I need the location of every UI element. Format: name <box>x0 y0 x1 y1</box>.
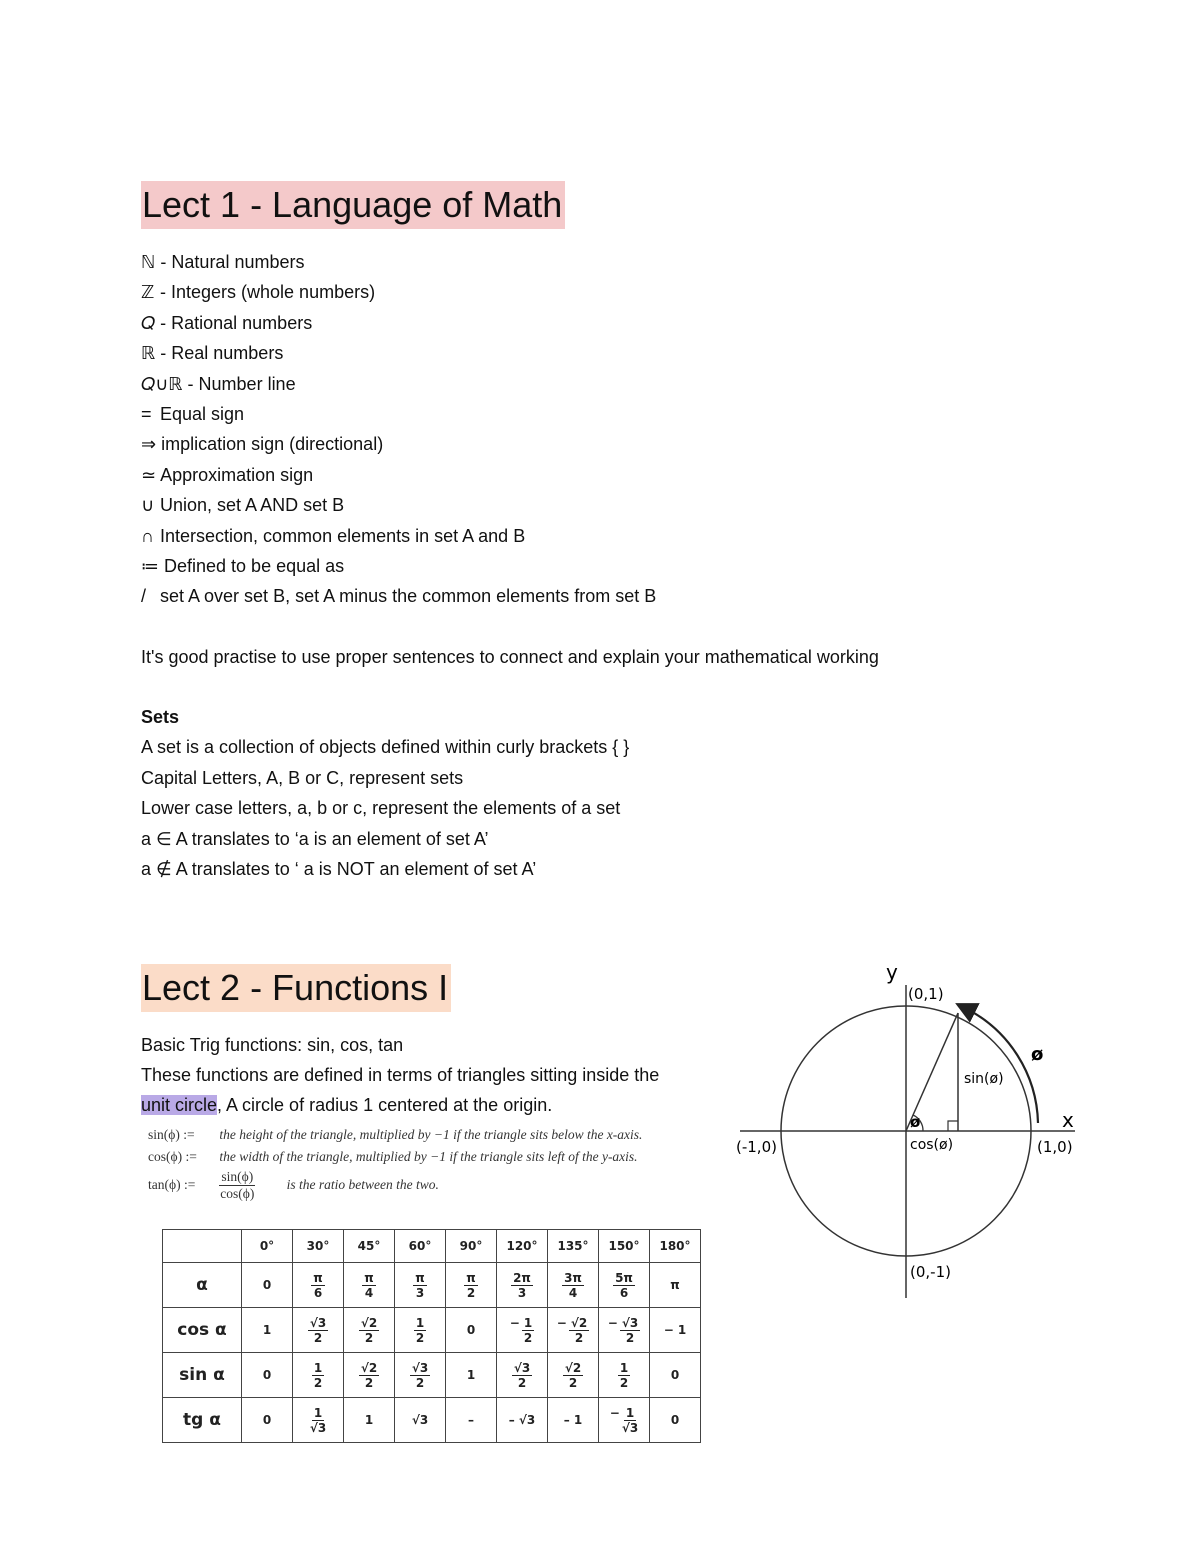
fraction-numerator: √2 <box>570 1315 588 1330</box>
table-cell <box>548 1398 599 1443</box>
symbol-line <box>141 278 1041 308</box>
cell-fraction <box>569 1316 589 1345</box>
symbol-glyph: 𝑄∪ℝ <box>141 373 183 394</box>
cos-definition <box>148 1146 728 1168</box>
lect2-body <box>141 1031 741 1121</box>
symbol-description: set A over set B, set A minus the common elements from set B <box>155 586 657 607</box>
fraction-numerator: √2 <box>360 1315 378 1330</box>
symbol-description: Equal sign <box>155 403 245 424</box>
fraction-numerator: 1 <box>313 1360 323 1375</box>
table-cell <box>344 1263 395 1308</box>
cell-value: – <box>468 1413 474 1427</box>
fraction-numerator: √2 <box>564 1360 582 1375</box>
degree-header-cell: 45° <box>344 1230 395 1263</box>
fraction-denominator: 2 <box>466 1285 476 1300</box>
table-cell <box>446 1398 497 1443</box>
cell-value: 0 <box>262 1413 272 1427</box>
fraction-denominator: 2 <box>313 1375 323 1390</box>
symbol-line <box>141 582 1041 612</box>
cell-fraction <box>512 1361 532 1390</box>
cell-fraction <box>310 1406 326 1435</box>
fraction-denominator: 2 <box>364 1375 374 1390</box>
fraction-denominator: 2 <box>517 1375 527 1390</box>
cell-value: − 1 <box>663 1323 687 1337</box>
table-cell <box>497 1398 548 1443</box>
tan-lhs: tan(ϕ) := <box>148 1177 196 1192</box>
sin-rhs: the height of the triangle, multiplied by −1 if the triangle sits below the x-axis. <box>219 1127 643 1142</box>
fraction-numerator: 1 <box>415 1315 425 1330</box>
table-cell <box>395 1398 446 1443</box>
good-practise-note: It's good practise to use proper sentences to connect and explain your mathematical working <box>141 646 879 667</box>
table-cell <box>548 1353 599 1398</box>
lect1-title: Lect 1 - Language of Math <box>141 181 565 229</box>
cell-fraction <box>311 1271 325 1300</box>
fraction-numerator: π <box>415 1270 425 1285</box>
cell-fraction <box>362 1271 376 1300</box>
fraction-denominator: 3 <box>415 1285 425 1300</box>
fraction-numerator: 1 <box>625 1405 635 1420</box>
symbol-description: Union, set A AND set B <box>155 495 345 516</box>
fraction-denominator: 2 <box>364 1330 374 1345</box>
degree-header-cell: 120° <box>497 1230 548 1263</box>
table-cell <box>548 1308 599 1353</box>
table-cell <box>446 1353 497 1398</box>
fraction-numerator: √3 <box>309 1315 327 1330</box>
point-bottom-label: (0,-1) <box>910 1263 951 1281</box>
symbol-description: - Natural numbers <box>155 252 305 272</box>
fraction-denominator: 4 <box>568 1285 578 1300</box>
cell-fraction <box>511 1271 533 1300</box>
rotation-arrow <box>965 1008 1038 1123</box>
lect1-body <box>141 248 1041 885</box>
cell-value: √3 <box>411 1413 429 1427</box>
table-header-row <box>163 1230 701 1263</box>
angle-label: ø <box>910 1113 921 1131</box>
degree-header-cell: 90° <box>446 1230 497 1263</box>
fraction-denominator: 2 <box>568 1375 578 1390</box>
table-cell <box>548 1263 599 1308</box>
sets-line: Lower case letters, a, b or c, represent the elements of a set <box>141 798 621 819</box>
symbol-description: Defined to be equal as <box>159 555 345 576</box>
cell-fraction <box>618 1361 630 1390</box>
cell-sign: − <box>556 1315 567 1330</box>
row-label-cell: tg α <box>163 1398 242 1443</box>
cell-sign: − <box>609 1405 620 1420</box>
symbol-description: - Real numbers <box>155 343 284 364</box>
table-cell <box>293 1263 344 1308</box>
cos-rhs: the width of the triangle, multiplied by −1 if the triangle sits left of the y-axis. <box>219 1149 638 1164</box>
table-cell <box>242 1263 293 1308</box>
cell-fraction <box>620 1316 640 1345</box>
symbol-line <box>141 461 1041 491</box>
cell-fraction <box>613 1271 635 1300</box>
fraction-denominator: 2 <box>313 1330 323 1345</box>
cell-value: – 1 <box>563 1413 583 1427</box>
table-cell <box>293 1398 344 1443</box>
cell-value: – √3 <box>508 1413 536 1427</box>
table-cell <box>650 1308 701 1353</box>
cell-value: π <box>670 1278 680 1292</box>
table-cell <box>650 1398 701 1443</box>
symbol-line <box>141 248 1041 278</box>
symbol-line <box>141 552 1041 582</box>
trig-definitions <box>148 1124 728 1202</box>
fraction-numerator: 1 <box>523 1315 533 1330</box>
symbol-glyph: ℕ <box>141 252 156 272</box>
cos-label: cos(ø) <box>910 1137 954 1153</box>
symbol-description: - Number line <box>182 373 296 394</box>
table-cell <box>344 1398 395 1443</box>
symbol-glyph: ℤ <box>141 282 155 303</box>
cell-fraction <box>563 1361 583 1390</box>
symbol-glyph: ∪ <box>141 495 155 516</box>
table-corner-cell <box>163 1230 242 1263</box>
degree-header-cell: 180° <box>650 1230 701 1263</box>
symbol-glyph: 𝑄 <box>141 312 156 333</box>
table-cell <box>395 1263 446 1308</box>
symbol-line <box>141 430 1041 460</box>
sets-line: a ∉ A translates to ‘ a is NOT an element of set A’ <box>141 859 537 880</box>
tan-rhs: is the ratio between the two. <box>286 1177 439 1192</box>
sets-heading: Sets <box>141 707 180 728</box>
sets-list <box>141 733 1041 885</box>
point-left-label: (-1,0) <box>736 1138 777 1156</box>
fraction-denominator: 6 <box>313 1285 323 1300</box>
fraction-numerator: 1 <box>313 1405 323 1420</box>
cell-fraction <box>522 1316 534 1345</box>
sin-lhs: sin(ϕ) := <box>148 1127 195 1142</box>
fraction-denominator: 2 <box>619 1375 629 1390</box>
symbol-glyph: ≃ <box>141 464 157 485</box>
cell-value: 0 <box>262 1278 272 1292</box>
right-angle-marker <box>948 1121 958 1131</box>
row-label-cell: sin α <box>163 1353 242 1398</box>
table-cell <box>242 1308 293 1353</box>
cos-lhs: cos(ϕ) := <box>148 1149 197 1164</box>
table-cell <box>497 1263 548 1308</box>
row-label-cell: cos α <box>163 1308 242 1353</box>
symbol-glyph: ℝ <box>141 343 156 364</box>
fraction-numerator: √3 <box>513 1360 531 1375</box>
symbol-description: Intersection, common elements in set A and B <box>155 525 526 546</box>
fraction-denominator: 2 <box>574 1330 584 1345</box>
table-cell <box>242 1398 293 1443</box>
tan-numerator: sin(ϕ) <box>221 1169 254 1185</box>
table-cell <box>599 1398 650 1443</box>
symbol-line <box>141 309 1041 339</box>
table-cell <box>395 1353 446 1398</box>
row-label-cell: α <box>163 1263 242 1308</box>
table-cell <box>497 1353 548 1398</box>
trig-intro: Basic Trig functions: sin, cos, tan <box>141 1035 404 1055</box>
table-cell <box>344 1308 395 1353</box>
fraction-numerator: 1 <box>619 1360 629 1375</box>
fraction-denominator: 2 <box>415 1375 425 1390</box>
table-cell <box>293 1308 344 1353</box>
unit-circle-highlight: unit circle <box>141 1095 218 1115</box>
symbol-description: Approximation sign <box>156 464 314 485</box>
cell-fraction <box>359 1361 379 1390</box>
cell-value: 0 <box>466 1323 476 1337</box>
cell-sign: − <box>607 1315 618 1330</box>
fraction-denominator: 2 <box>523 1330 533 1345</box>
arc-label: ø <box>1031 1044 1044 1065</box>
table-cell <box>497 1308 548 1353</box>
degree-header-cell: 0° <box>242 1230 293 1263</box>
symbol-line <box>141 339 1041 369</box>
symbol-line <box>141 370 1041 400</box>
fraction-numerator: π <box>364 1270 374 1285</box>
symbol-description: - Integers (whole numbers) <box>155 282 376 303</box>
degree-header-cell: 135° <box>548 1230 599 1263</box>
table-row <box>163 1353 701 1398</box>
fraction-numerator: 5π <box>615 1270 633 1285</box>
cell-value: 0 <box>670 1368 680 1382</box>
fraction-numerator: π <box>313 1270 323 1285</box>
symbol-glyph: ⇒ <box>141 434 157 455</box>
symbol-line <box>141 522 1041 552</box>
unit-circle-rest: , A circle of radius 1 centered at the origin. <box>217 1095 553 1115</box>
fraction-numerator: √2 <box>360 1360 378 1375</box>
table-cell <box>599 1308 650 1353</box>
tan-fraction <box>219 1169 255 1202</box>
fraction-denominator: 3 <box>517 1285 527 1300</box>
cell-fraction <box>308 1316 328 1345</box>
table-cell <box>650 1353 701 1398</box>
cell-fraction <box>464 1271 478 1300</box>
sin-label: sin(ø) <box>964 1071 1004 1087</box>
fraction-numerator: 3π <box>564 1270 582 1285</box>
trig-definition-line: These functions are defined in terms of triangles sitting inside the <box>141 1065 660 1085</box>
cell-value: 0 <box>670 1413 680 1427</box>
fraction-numerator: √3 <box>411 1360 429 1375</box>
sets-line: Capital Letters, A, B or C, represent sets <box>141 767 464 788</box>
symbol-glyph: = <box>141 403 152 424</box>
symbol-glyph: / <box>141 586 147 607</box>
symbol-line <box>141 491 1041 521</box>
cell-value: 1 <box>364 1413 374 1427</box>
cell-fraction <box>312 1361 324 1390</box>
fraction-numerator: √3 <box>621 1315 639 1330</box>
table-cell <box>344 1353 395 1398</box>
fraction-denominator: 2 <box>625 1330 635 1345</box>
cell-fraction <box>410 1361 430 1390</box>
unit-circle-line <box>141 1091 741 1121</box>
cell-value: 1 <box>466 1368 476 1382</box>
fraction-denominator: √3 <box>621 1420 639 1435</box>
trig-values-table <box>162 1229 701 1443</box>
symbol-description: implication sign (directional) <box>156 434 384 455</box>
table-cell <box>599 1353 650 1398</box>
table-cell <box>650 1263 701 1308</box>
cell-fraction <box>413 1271 427 1300</box>
table-cell <box>242 1353 293 1398</box>
point-top-label: (0,1) <box>908 985 944 1003</box>
cell-fraction <box>414 1316 426 1345</box>
fraction-numerator: π <box>466 1270 476 1285</box>
tan-definition <box>148 1168 728 1202</box>
x-axis-label: x <box>1062 1108 1074 1132</box>
cell-fraction <box>622 1406 638 1435</box>
table-cell <box>293 1353 344 1398</box>
tan-denominator: cos(ϕ) <box>220 1186 255 1202</box>
fraction-denominator: 6 <box>619 1285 629 1300</box>
sets-line: A set is a collection of objects defined within curly brackets { } <box>141 737 630 758</box>
symbol-glyph: ≔ <box>141 555 159 576</box>
symbol-description: - Rational numbers <box>155 312 313 333</box>
fraction-numerator: 2π <box>513 1270 531 1285</box>
table-cell <box>599 1263 650 1308</box>
table-cell <box>395 1308 446 1353</box>
symbol-glyph: ∩ <box>141 525 154 546</box>
fraction-denominator: 2 <box>415 1330 425 1345</box>
cell-value: 0 <box>262 1368 272 1382</box>
fraction-denominator: 4 <box>364 1285 374 1300</box>
fraction-denominator: √3 <box>309 1420 327 1435</box>
lect2-title: Lect 2 - Functions I <box>141 964 451 1012</box>
table-cell <box>446 1263 497 1308</box>
degree-header-cell: 30° <box>293 1230 344 1263</box>
cell-fraction <box>562 1271 584 1300</box>
point-right-label: (1,0) <box>1037 1138 1073 1156</box>
unit-circle-diagram <box>720 955 1080 1305</box>
table-row <box>163 1263 701 1308</box>
sin-definition <box>148 1124 728 1146</box>
symbol-line <box>141 400 1041 430</box>
table-cell <box>446 1308 497 1353</box>
symbol-list <box>141 248 1041 613</box>
cell-value: 1 <box>262 1323 272 1337</box>
table-row <box>163 1398 701 1443</box>
degree-header-cell: 60° <box>395 1230 446 1263</box>
cell-fraction <box>359 1316 379 1345</box>
table-row <box>163 1308 701 1353</box>
cell-sign: − <box>509 1315 520 1330</box>
y-axis-label: y <box>886 960 898 984</box>
degree-header-cell: 150° <box>599 1230 650 1263</box>
sets-line: a ∈ A translates to ‘a is an element of set A’ <box>141 828 489 849</box>
